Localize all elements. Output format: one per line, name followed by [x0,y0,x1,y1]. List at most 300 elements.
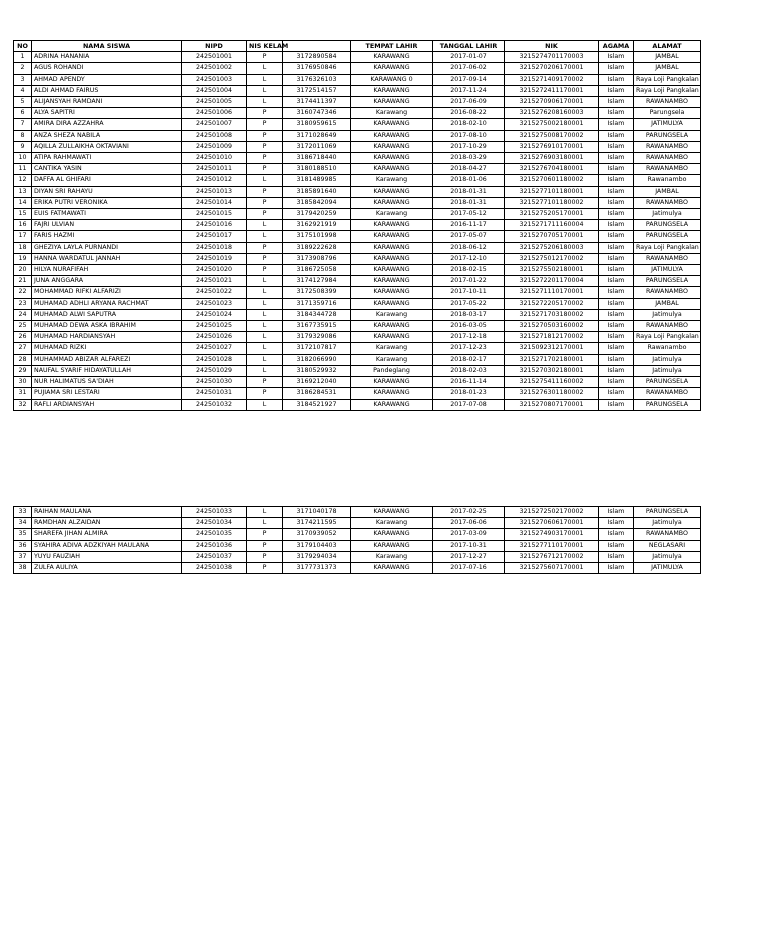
cell-agama: Islam [599,354,634,365]
cell-agama: Islam [599,287,634,298]
cell-jenis-kelamin: P [247,209,283,220]
cell-agama: Islam [599,153,634,164]
cell-no: 21 [14,276,32,287]
cell-nama-siswa: ANZA SHEZA NABILA [32,130,182,141]
cell-nisn: 3172890584 [283,52,351,63]
cell-nama-siswa: GHEZIYA LAYLA PURNANDI [32,242,182,253]
cell-nisn: 3174411397 [283,97,351,108]
cell-nisn: 3181489985 [283,175,351,186]
cell-nisn: 3169212040 [283,377,351,388]
cell-nipd: 242501009 [182,141,247,152]
cell-nama-siswa: ALIJANSYAH RAMDANI [32,97,182,108]
cell-jenis-kelamin: L [247,231,283,242]
cell-jenis-kelamin: L [247,97,283,108]
cell-nik: 3215270906170001 [505,97,599,108]
cell-tanggal-lahir: 2018-04-27 [433,164,505,175]
cell-alamat: RAWANAMBO [634,529,701,540]
cell-nama-siswa: AHMAD APENDY [32,74,182,85]
cell-nipd: 242501033 [182,507,247,518]
cell-nisn: 3185842094 [283,197,351,208]
cell-tempat-lahir: KARAWANG [351,332,433,343]
cell-nisn: 3174211595 [283,518,351,529]
cell-agama: Islam [599,551,634,562]
header-cell: TEMPAT LAHIR [351,41,433,52]
cell-agama: Islam [599,186,634,197]
cell-nipd: 242501024 [182,309,247,320]
cell-no: 29 [14,365,32,376]
cell-agama: Islam [599,563,634,574]
cell-no: 9 [14,141,32,152]
cell-alamat: Raya Loji Pangkalan [634,242,701,253]
cell-tanggal-lahir: 2017-05-22 [433,298,505,309]
cell-tempat-lahir: KARAWANG [351,298,433,309]
cell-nik: 3215270601180002 [505,175,599,186]
cell-tempat-lahir: KARAWANG [351,540,433,551]
cell-tempat-lahir: KARAWANG [351,130,433,141]
cell-nama-siswa: EUIS FATMAWATI [32,209,182,220]
table-row [14,343,701,354]
table-row [14,287,701,298]
cell-agama: Islam [599,388,634,399]
cell-nisn: 3184521927 [283,399,351,410]
cell-tanggal-lahir: 2016-08-22 [433,108,505,119]
cell-jenis-kelamin: P [247,119,283,130]
cell-nik: 3215274701170003 [505,52,599,63]
cell-alamat: PARUNGSELA [634,220,701,231]
cell-tempat-lahir: KARAWANG [351,242,433,253]
cell-tempat-lahir: Karawang [351,551,433,562]
cell-no: 17 [14,231,32,242]
cell-nama-siswa: ALYA SAPITRI [32,108,182,119]
cell-tanggal-lahir: 2017-12-18 [433,332,505,343]
cell-agama: Islam [599,276,634,287]
cell-nipd: 242501028 [182,354,247,365]
cell-agama: Islam [599,343,634,354]
cell-agama: Islam [599,164,634,175]
cell-nik: 3215270606170001 [505,518,599,529]
header-cell: NIK [505,41,599,52]
cell-nik: 3215277110170001 [505,540,599,551]
cell-nisn: 3179294034 [283,551,351,562]
cell-alamat: Jatimulya [634,309,701,320]
table-row [14,52,701,63]
cell-nipd: 242501012 [182,175,247,186]
cell-jenis-kelamin: L [247,507,283,518]
cell-nipd: 242501027 [182,343,247,354]
cell-no: 13 [14,186,32,197]
cell-nama-siswa: AQILLA ZULLAIKHA OKTAVIANI [32,141,182,152]
cell-jenis-kelamin: L [247,332,283,343]
cell-jenis-kelamin: P [247,52,283,63]
cell-no: 23 [14,298,32,309]
cell-nipd: 242501022 [182,287,247,298]
cell-tempat-lahir: Karawang [351,343,433,354]
table-row [14,354,701,365]
cell-nik: 3215275502180001 [505,265,599,276]
cell-tempat-lahir: Pandeglang [351,365,433,376]
table-row [14,141,701,152]
cell-tempat-lahir: KARAWANG [351,231,433,242]
cell-tempat-lahir: KARAWANG [351,377,433,388]
cell-no: 30 [14,377,32,388]
cell-nisn: 3179104403 [283,540,351,551]
cell-jenis-kelamin: L [247,343,283,354]
cell-alamat: JAMBAL [634,52,701,63]
cell-no: 28 [14,354,32,365]
cell-no: 1 [14,52,32,63]
cell-jenis-kelamin: L [247,276,283,287]
cell-tanggal-lahir: 2016-11-14 [433,377,505,388]
cell-no: 20 [14,265,32,276]
cell-agama: Islam [599,332,634,343]
cell-tempat-lahir: KARAWANG [351,197,433,208]
cell-jenis-kelamin: L [247,175,283,186]
cell-alamat: PARUNGSELA [634,507,701,518]
cell-agama: Islam [599,108,634,119]
cell-nisn: 3184344728 [283,309,351,320]
cell-nisn: 3172514157 [283,85,351,96]
table-row [14,209,701,220]
cell-alamat: RAWANAMBO [634,287,701,298]
cell-jenis-kelamin: L [247,309,283,320]
cell-jenis-kelamin: P [247,197,283,208]
cell-agama: Islam [599,309,634,320]
cell-nipd: 242501015 [182,209,247,220]
cell-alamat: PARUNGSELA [634,399,701,410]
cell-tanggal-lahir: 2016-11-17 [433,220,505,231]
cell-nik: 3215270705170001 [505,231,599,242]
cell-tanggal-lahir: 2018-02-03 [433,365,505,376]
cell-nisn: 3167735915 [283,321,351,332]
cell-nik: 3215270206170001 [505,63,599,74]
cell-agama: Islam [599,119,634,130]
cell-tempat-lahir: KARAWANG [351,507,433,518]
cell-nama-siswa: DIYAN SRI RAHAYU [32,186,182,197]
cell-no: 37 [14,551,32,562]
cell-agama: Islam [599,365,634,376]
cell-agama: Islam [599,253,634,264]
cell-nama-siswa: MUHAMAD DEWA ASKA IBRAHIM [32,321,182,332]
cell-nipd: 242501001 [182,52,247,63]
cell-jenis-kelamin: P [247,529,283,540]
table-row [14,74,701,85]
cell-tanggal-lahir: 2017-05-07 [433,231,505,242]
header-cell: AGAMA [599,41,634,52]
cell-alamat: Jatimulya [634,209,701,220]
cell-nama-siswa: SHAREFA JIHAN ALMIRA [32,529,182,540]
cell-alamat: RAWANAMBO [634,97,701,108]
cell-nik: 3215277101180001 [505,186,599,197]
cell-agama: Islam [599,540,634,551]
cell-nik: 3215275411160002 [505,377,599,388]
table-row [14,63,701,74]
cell-nik: 3215272201170004 [505,276,599,287]
cell-alamat: Jatimulya [634,365,701,376]
cell-nipd: 242501010 [182,153,247,164]
table-row [14,529,701,540]
cell-jenis-kelamin: L [247,399,283,410]
cell-nama-siswa: DAFFA AL GHIFARI [32,175,182,186]
cell-no: 14 [14,197,32,208]
cell-alamat: Jatimulya [634,354,701,365]
cell-agama: Islam [599,265,634,276]
cell-nama-siswa: SYAHIRA ADIVA ADZKIYAH MAULANA [32,540,182,551]
cell-nipd: 242501016 [182,220,247,231]
cell-jenis-kelamin: P [247,551,283,562]
cell-nisn: 3179329086 [283,332,351,343]
cell-nama-siswa: HANNA WARDATUL JANNAH [32,253,182,264]
cell-nik: 3215272502170002 [505,507,599,518]
cell-jenis-kelamin: P [247,388,283,399]
cell-tempat-lahir: KARAWANG [351,153,433,164]
cell-nama-siswa: PUJIAMA SRI LESTARI [32,388,182,399]
cell-nik: 3215276208160003 [505,108,599,119]
cell-nik: 3215270302180001 [505,365,599,376]
cell-tanggal-lahir: 2017-06-06 [433,518,505,529]
cell-tempat-lahir: KARAWANG [351,52,433,63]
cell-tempat-lahir: KARAWANG [351,220,433,231]
cell-jenis-kelamin: P [247,108,283,119]
cell-tanggal-lahir: 2018-02-17 [433,354,505,365]
cell-alamat: RAWANAMBO [634,164,701,175]
cell-alamat: RAWANAMBO [634,388,701,399]
cell-nisn: 3170939052 [283,529,351,540]
cell-tanggal-lahir: 2017-10-11 [433,287,505,298]
cell-alamat: RAWANAMBO [634,321,701,332]
table-row [14,332,701,343]
cell-tempat-lahir: Karawang [351,108,433,119]
cell-tanggal-lahir: 2017-09-14 [433,74,505,85]
cell-no: 5 [14,97,32,108]
cell-tempat-lahir: KARAWANG [351,253,433,264]
cell-nisn: 3177731373 [283,563,351,574]
cell-nipd: 242501004 [182,85,247,96]
cell-nipd: 242501011 [182,164,247,175]
cell-alamat: RAWANAMBO [634,153,701,164]
cell-nama-siswa: RAIHAN MAULANA [32,507,182,518]
cell-alamat: Rawanambo [634,343,701,354]
cell-agama: Islam [599,209,634,220]
cell-nisn: 3176950846 [283,63,351,74]
cell-jenis-kelamin: P [247,130,283,141]
cell-agama: Islam [599,321,634,332]
table-row [14,85,701,96]
table-row [14,97,701,108]
cell-agama: Islam [599,74,634,85]
cell-jenis-kelamin: L [247,518,283,529]
cell-nama-siswa: MUHAMAD ALWI SAPUTRA [32,309,182,320]
cell-tanggal-lahir: 2017-10-29 [433,141,505,152]
cell-alamat: PARUNGSELA [634,377,701,388]
cell-nipd: 242501038 [182,563,247,574]
table-row [14,186,701,197]
cell-nik: 3215271110170001 [505,287,599,298]
cell-agama: Islam [599,399,634,410]
cell-nama-siswa: AMIRA DIRA AZZAHRA [32,119,182,130]
cell-nipd: 242501017 [182,231,247,242]
cell-alamat: JATIMULYA [634,119,701,130]
cell-alamat: PARUNGSELA [634,276,701,287]
cell-jenis-kelamin: P [247,141,283,152]
cell-jenis-kelamin: L [247,354,283,365]
cell-no: 12 [14,175,32,186]
cell-nisn: 3173908796 [283,253,351,264]
cell-alamat: JAMBAL [634,298,701,309]
cell-nik: 3215275206180003 [505,242,599,253]
cell-nama-siswa: HILYA NURAFIFAH [32,265,182,276]
header-cell: NIPD [182,41,247,52]
cell-nipd: 242501030 [182,377,247,388]
cell-alamat: Jatimulya [634,518,701,529]
cell-nik: 3215275008170002 [505,130,599,141]
cell-tanggal-lahir: 2017-01-07 [433,52,505,63]
cell-no: 7 [14,119,32,130]
cell-nipd: 242501023 [182,298,247,309]
cell-tanggal-lahir: 2018-03-17 [433,309,505,320]
cell-nisn: 3175101998 [283,231,351,242]
cell-tanggal-lahir: 2017-12-23 [433,343,505,354]
cell-agama: Islam [599,231,634,242]
table-row [14,276,701,287]
table-row [14,231,701,242]
cell-alamat: Rawanambo [634,175,701,186]
cell-nisn: 3174127984 [283,276,351,287]
cell-alamat: JAMBAL [634,63,701,74]
cell-no: 15 [14,209,32,220]
cell-nama-siswa: RAFLI ARDIANSYAH [32,399,182,410]
cell-nik: 3215271711160004 [505,220,599,231]
table-row [14,321,701,332]
cell-no: 34 [14,518,32,529]
cell-nama-siswa: MUHAMMAD ABIZAR ALFAREZI [32,354,182,365]
cell-nipd: 242501021 [182,276,247,287]
cell-nisn: 3180529932 [283,365,351,376]
cell-jenis-kelamin: P [247,253,283,264]
cell-nipd: 242501019 [182,253,247,264]
cell-tempat-lahir: KARAWANG [351,186,433,197]
cell-tempat-lahir: KARAWANG [351,276,433,287]
cell-tanggal-lahir: 2017-07-16 [433,563,505,574]
cell-jenis-kelamin: L [247,321,283,332]
cell-tempat-lahir: KARAWANG [351,529,433,540]
cell-tanggal-lahir: 2017-05-12 [433,209,505,220]
table-row [14,377,701,388]
student-table-page-2 [13,506,701,574]
cell-agama: Islam [599,175,634,186]
cell-tanggal-lahir: 2018-01-31 [433,186,505,197]
table-row [14,175,701,186]
table-row [14,253,701,264]
cell-no: 2 [14,63,32,74]
cell-nipd: 242501020 [182,265,247,276]
table-row [14,563,701,574]
cell-nipd: 242501035 [182,529,247,540]
cell-nisn: 3160747346 [283,108,351,119]
cell-alamat: JATIMULYA [634,563,701,574]
cell-nisn: 3186725058 [283,265,351,276]
cell-nama-siswa: NAUFAL SYARIF HIDAYATULLAH [32,365,182,376]
cell-nik: 3215276910170001 [505,141,599,152]
table-row [14,265,701,276]
cell-nama-siswa: RAMDHAN ALZAIDAN [32,518,182,529]
cell-tanggal-lahir: 2017-06-09 [433,97,505,108]
cell-no: 33 [14,507,32,518]
table-row [14,388,701,399]
cell-nisn: 3180959615 [283,119,351,130]
cell-no: 24 [14,309,32,320]
cell-no: 11 [14,164,32,175]
table-row [14,507,701,518]
cell-nisn: 3189222628 [283,242,351,253]
cell-nipd: 242501006 [182,108,247,119]
cell-agama: Islam [599,141,634,152]
cell-nipd: 242501031 [182,388,247,399]
cell-tanggal-lahir: 2018-02-10 [433,119,505,130]
cell-nipd: 242501005 [182,97,247,108]
cell-tempat-lahir: KARAWANG [351,63,433,74]
cell-nik: 3215271409170002 [505,74,599,85]
table-row [14,365,701,376]
cell-no: 25 [14,321,32,332]
cell-nama-siswa: FAJRI ULVIAN [32,220,182,231]
cell-nama-siswa: ATIPA RAHMAWATI [32,153,182,164]
cell-nipd: 242501025 [182,321,247,332]
cell-tanggal-lahir: 2018-01-06 [433,175,505,186]
cell-alamat: Raya Loji Pangkalan [634,332,701,343]
header-row [14,41,701,52]
cell-nik: 3215276301180002 [505,388,599,399]
cell-nisn: 3186284531 [283,388,351,399]
cell-no: 36 [14,540,32,551]
cell-agama: Islam [599,507,634,518]
cell-nama-siswa: MUHAMAD HARDIANSYAH [32,332,182,343]
cell-nik: 3215276903180001 [505,153,599,164]
cell-nipd: 242501037 [182,551,247,562]
table-row [14,518,701,529]
cell-tanggal-lahir: 2018-02-15 [433,265,505,276]
cell-no: 6 [14,108,32,119]
cell-no: 3 [14,74,32,85]
cell-nisn: 3172508399 [283,287,351,298]
cell-nipd: 242501034 [182,518,247,529]
table-row [14,164,701,175]
cell-nisn: 3179420259 [283,209,351,220]
cell-nama-siswa: MOHAMMAD RIFKI ALFARIZI [32,287,182,298]
cell-nama-siswa: ZULFA AULIYA [32,563,182,574]
cell-tempat-lahir: KARAWANG 0 [351,74,433,85]
cell-tempat-lahir: KARAWANG [351,265,433,276]
cell-nik: 3215276712170002 [505,551,599,562]
cell-nik: 3215275002180001 [505,119,599,130]
cell-agama: Islam [599,85,634,96]
cell-tanggal-lahir: 2017-07-08 [433,399,505,410]
cell-nik: 3215271812170002 [505,332,599,343]
cell-nipd: 242501026 [182,332,247,343]
table-row [14,153,701,164]
cell-nama-siswa: FARIS HAZMI [32,231,182,242]
cell-tempat-lahir: Karawang [351,518,433,529]
cell-jenis-kelamin: L [247,287,283,298]
header-cell: ALAMAT [634,41,701,52]
cell-tempat-lahir: KARAWANG [351,141,433,152]
cell-alamat: PARUNGSELA [634,130,701,141]
cell-no: 32 [14,399,32,410]
cell-no: 19 [14,253,32,264]
cell-nipd: 242501003 [182,74,247,85]
cell-jenis-kelamin: L [247,63,283,74]
cell-nipd: 242501032 [182,399,247,410]
cell-alamat: PARUNGSELA [634,231,701,242]
